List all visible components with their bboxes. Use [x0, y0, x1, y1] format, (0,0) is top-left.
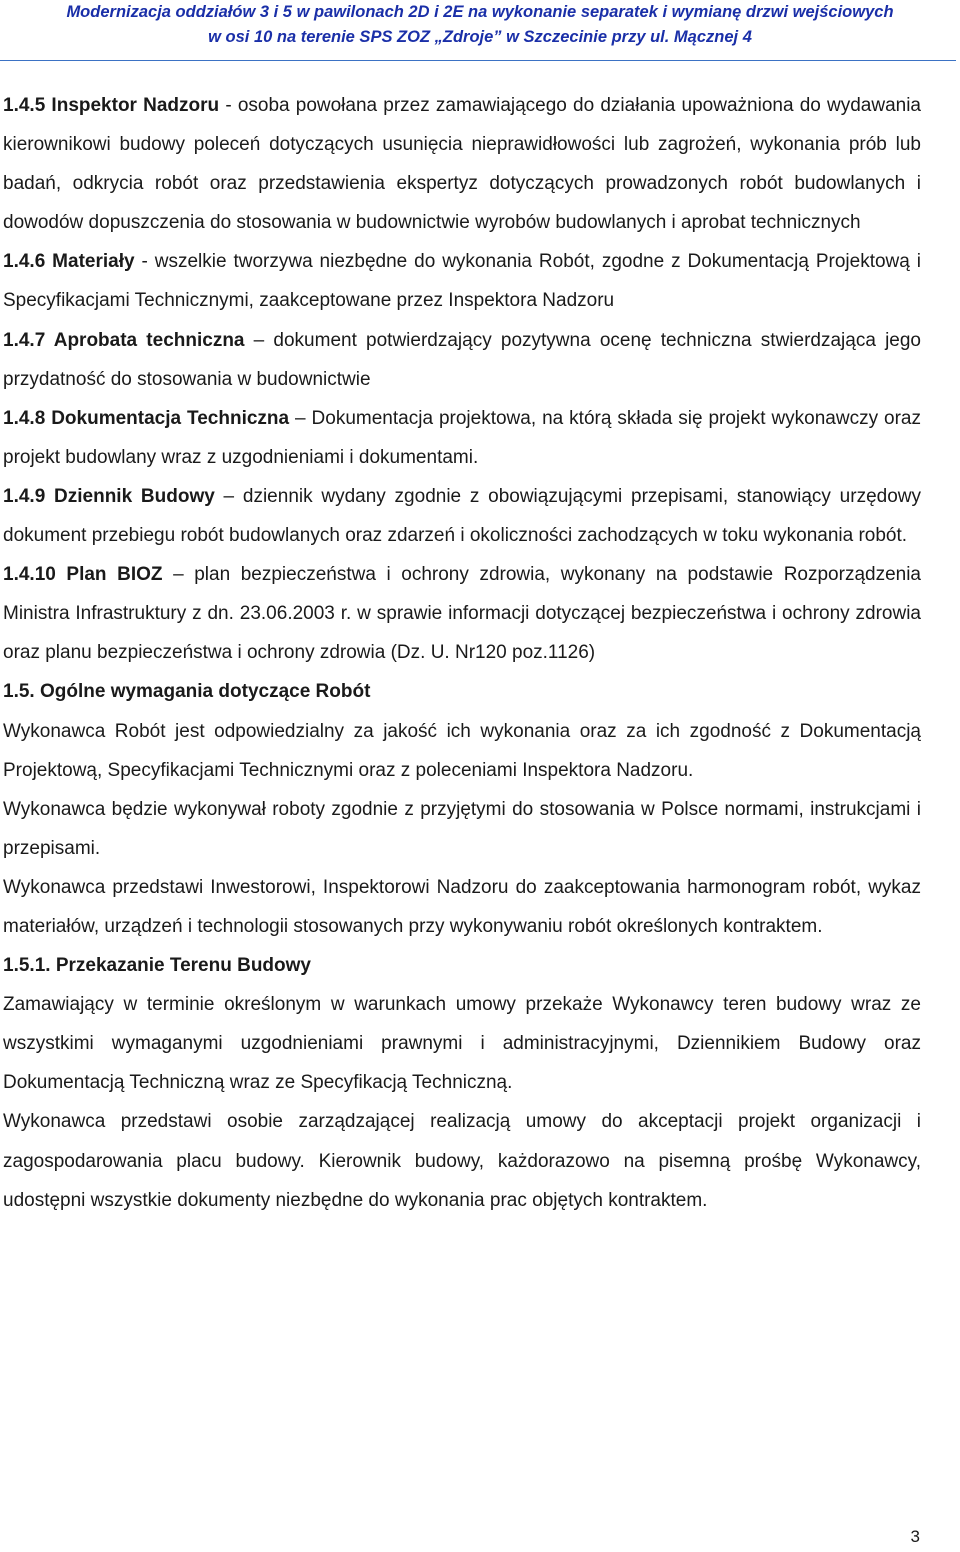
definition-term: 1.4.9 Dziennik Budowy [3, 485, 215, 507]
definition-text: – plan bezpieczeństwa i ochrony zdrowia, wykonany na podstawie Rozporządzenia Ministra Infrastruktury z dn. 23.06.2003 r. w sprawie informacji dotyczącej bezpieczeństwa i ochrony zdrowia oraz planu bezpieczeństwa i ochrony zdrowia (Dz. U. Nr120 poz.1126) [3, 564, 921, 664]
section-heading-1-5-1: 1.5.1. Przekazanie Terenu Budowy [3, 955, 311, 977]
section-heading-1-5: 1.5. Ogólne wymagania dotyczące Robót [3, 681, 371, 703]
header-divider [0, 60, 956, 61]
definition-1-4-7 [3, 321, 921, 399]
header-title-line-2: w osi 10 na terenie SPS ZOZ „Zdroje” w Szczecinie przy ul. Mącznej 4 [208, 28, 752, 46]
definition-text: – Dokumentacja projektowa, na którą składa się projekt wykonawczy oraz projekt budowlany wraz z uzgodnieniami i dokumentami. [3, 407, 921, 468]
page-number: 3 [910, 1527, 920, 1546]
body-paragraph: Wykonawca przedstawi osobie zarządzającej realizacją umowy do akceptacji projekt organizacji i zagospodarowania placu budowy. Kierownik budowy, każdorazowo na pisemną prośbę Wykonawcy, udostępni wszystkie dokumenty niezbędne do wykonania prac objętych kontraktem. [3, 1111, 921, 1211]
body-paragraph: Wykonawca będzie wykonywał roboty zgodnie z przyjętymi do stosowania w Polsce normami, instrukcjami i przepisami. [3, 798, 921, 859]
definition-text: - wszelkie tworzywa niezbędne do wykonania Robót, zgodne z Dokumentacją Projektową i Specyfikacjami Technicznymi, zaakceptowane przez Inspektora Nadzoru [3, 251, 921, 312]
definition-1-4-10 [3, 555, 921, 672]
body-paragraph: Zamawiający w terminie określonym w warunkach umowy przekaże Wykonawcy teren budowy wraz ze wszystkimi wymaganymi uzgodnieniami prawnymi i administracyjnymi, Dziennikiem Budowy oraz Dokumentacją Techniczną wraz ze Specyfikacją Techniczną. [3, 994, 921, 1094]
page-header [0, 0, 960, 50]
definition-term: 1.4.6 Materiały [3, 251, 135, 273]
header-title-line-1: Modernizacja oddziałów 3 i 5 w pawilonach 2D i 2E na wykonanie separatek i wymianę drzwi wejściowych [66, 3, 894, 21]
definition-term: 1.4.10 Plan BIOZ [3, 564, 163, 586]
body-paragraph: Wykonawca przedstawi Inwestorowi, Inspektorowi Nadzoru do zaakceptowania harmonogram robót, wykaz materiałów, urządzeń i technologii stosowanych przy wykonywaniu robót określonych kontraktem. [3, 876, 921, 937]
document-body [3, 86, 921, 1220]
definition-text: – dokument potwierdzający pozytywna ocenę techniczna stwierdzająca jego przydatność do stosowania w budownictwie [3, 329, 921, 390]
definition-1-4-6 [3, 242, 921, 320]
definition-term: 1.4.8 Dokumentacja Techniczna [3, 407, 290, 429]
definition-1-4-8 [3, 399, 921, 477]
definition-term: 1.4.5 Inspektor Nadzoru [3, 95, 220, 116]
definition-1-4-5 [3, 86, 921, 242]
definition-term: 1.4.7 Aprobata techniczna [3, 329, 245, 351]
body-paragraph: Wykonawca Robót jest odpowiedzialny za jakość ich wykonania oraz za ich zgodność z Dokumentacją Projektową, Specyfikacjami Technicznymi oraz z poleceniami Inspektora Nadzoru. [3, 720, 921, 781]
definition-1-4-9 [3, 477, 921, 555]
definition-text: – dziennik wydany zgodnie z obowiązującymi przepisami, stanowiący urzędowy dokument przebiegu robót budowlanych oraz zdarzeń i okoliczności zachodzących w toku wykonania robót. [3, 485, 921, 547]
definition-text: - osoba powołana przez zamawiającego do działania upoważniona do wydawania kierownikowi budowy poleceń dotyczących usunięcia nieprawidłowości lub zagrożeń, wykonania prób lub badań, odkrycia robót oraz przedstawienia ekspertyz dotyczących prowadzonych robót budowlanych i dowodów dopuszczenia do stosowania w budownictwie wyrobów budowlanych i aprobat technicznych [3, 95, 921, 234]
